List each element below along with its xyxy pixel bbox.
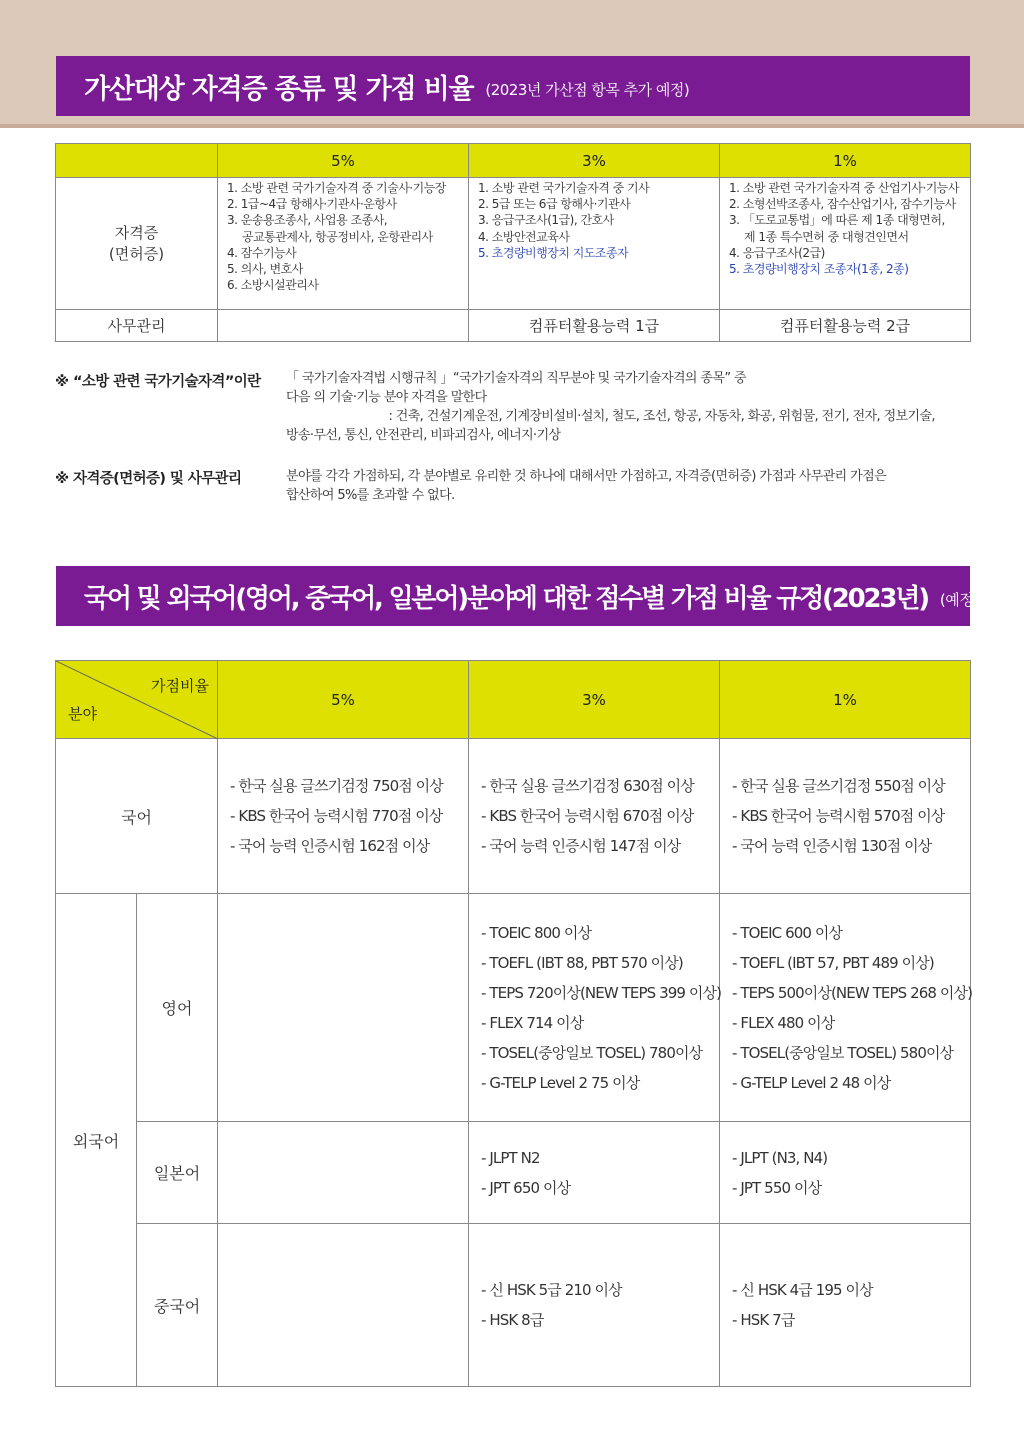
cert-row (56, 178, 971, 310)
section2-banner (56, 566, 979, 626)
header-5pct: 5% (218, 144, 469, 178)
list-item: 6. 소방시설관리사 (227, 278, 319, 293)
list-item: 1. 소방 관련 국가기술자격 중 기사 (478, 181, 650, 195)
english-1pct (720, 894, 971, 1122)
list-item: 5. 의사, 변호사 (227, 262, 303, 277)
cert-row-label (56, 178, 218, 310)
section2-subtitle: (예정) (939, 590, 979, 609)
japanese-1pct (720, 1122, 971, 1224)
korean-label: 국어 (56, 739, 218, 894)
list-item: - TOEIC 600 이상 (732, 923, 843, 942)
header-1pct: 1% (720, 661, 971, 739)
chinese-label: 중국어 (137, 1224, 218, 1387)
note1-line: : 건축, 건설기계운전, 기계장비설비·설치, 철도, 조선, 항공, 자동차, 화공, 위험물, 전기, 전자, 정보기술, (286, 409, 935, 424)
corner-top-label: 가점비율 (151, 677, 209, 695)
list-item: - JLPT N2 (481, 1148, 540, 1167)
office-row-label: 사무관리 (56, 310, 218, 342)
top-band-line (0, 124, 1024, 128)
list-item: 제 1종 특수면허 중 대형견인면서 (744, 229, 909, 244)
list-item: 4. 응급구조사(2급) (729, 245, 825, 260)
list-item: - 신 HSK 4급 195 이상 (732, 1281, 873, 1299)
note1-body (286, 369, 976, 445)
list-item: - TOSEL(중앙일보 TOSEL) 580이상 (732, 1043, 954, 1062)
language-bonus-table (55, 660, 971, 1387)
header-3pct: 3% (469, 661, 720, 739)
language-table-header (56, 661, 971, 739)
list-item: 3. 응급구조사(1급), 간호사 (478, 213, 614, 228)
list-item: - 국어 능력 인증시험 130점 이상 (732, 837, 932, 855)
office-3pct: 컴퓨터활용능력 1급 (469, 310, 720, 342)
list-item-highlight: 5. 초경량비행장치 조종자(1종, 2종) (729, 262, 909, 277)
section1-subtitle: (2023년 가산점 항목 추가 예정) (485, 80, 690, 99)
korean-1pct (720, 739, 971, 894)
cert-table-header (56, 144, 971, 178)
list-item: - FLEX 714 이상 (481, 1013, 584, 1032)
list-item: - HSK 7급 (732, 1311, 795, 1329)
list-item: 3. 운송용조종사, 사업용 조종사, (227, 213, 388, 228)
list-item: 2. 5급 또는 6급 항해사·기관사 (478, 197, 631, 212)
list-item: - 한국 실용 글쓰기검정 550점 이상 (732, 777, 945, 795)
diagonal-header-cell (56, 661, 218, 739)
chinese-1pct (720, 1224, 971, 1387)
header-3pct: 3% (469, 144, 720, 178)
cert-1pct-list (720, 178, 971, 310)
chinese-row (56, 1224, 971, 1387)
list-item: - JPT 550 이상 (732, 1178, 822, 1197)
note2-body (286, 467, 976, 505)
header-5pct: 5% (218, 661, 469, 739)
diagonal-line (56, 661, 218, 739)
list-item: 1. 소방 관련 국가기술자격 중 산업기사·기능사 (729, 181, 959, 195)
chinese-3pct (469, 1224, 720, 1387)
section1-title: 가산대상 자격증 종류 및 가점 비율 (84, 73, 474, 105)
office-1pct: 컴퓨터활용능력 2급 (720, 310, 971, 342)
list-item: - TOSEL(중앙일보 TOSEL) 780이상 (481, 1043, 703, 1062)
note2-label: ※ 자격증(면허증) 및 사무관리 (55, 471, 242, 487)
japanese-row (56, 1122, 971, 1224)
list-item: 4. 잠수기능사 (227, 245, 297, 260)
list-item: - TEPS 720이상(NEW TEPS 399 이상) (481, 983, 722, 1002)
korean-5pct (218, 739, 469, 894)
list-item: - 신 HSK 5급 210 이상 (481, 1281, 622, 1299)
list-item-highlight: 5. 초경량비행장치 지도조종자 (478, 245, 629, 260)
list-item: - TOEFL (IBT 88, PBT 570 이상) (481, 953, 683, 972)
list-item: - TOEIC 800 이상 (481, 923, 592, 942)
corner-bottom-label: 분야 (68, 705, 97, 723)
note2-line: 합산하여 5%를 초과할 수 없다. (286, 488, 455, 503)
list-item: - HSK 8급 (481, 1311, 544, 1329)
note1-line: 「 국가기술자격법 시행규칙 」“국가기술자격의 직무분야 및 국가기술자격의 종목” 중 (286, 371, 746, 386)
list-item: - KBS 한국어 능력시험 570점 이상 (732, 807, 945, 825)
list-item: 1. 소방 관련 국가기술자격 중 기술사·기능장 (227, 181, 446, 195)
foreign-label: 외국어 (56, 894, 137, 1387)
list-item: - 국어 능력 인증시험 162점 이상 (230, 837, 430, 855)
list-item: - JPT 650 이상 (481, 1178, 571, 1197)
cert-3pct-list (469, 178, 720, 310)
list-item: - KBS 한국어 능력시험 670점 이상 (481, 807, 694, 825)
japanese-3pct (469, 1122, 720, 1224)
cert-bonus-table (55, 143, 971, 342)
list-item: - KBS 한국어 능력시험 770점 이상 (230, 807, 443, 825)
list-item: - G-TELP Level 2 48 이상 (732, 1073, 891, 1092)
office-5pct (218, 310, 469, 342)
list-item: - 한국 실용 글쓰기검정 750점 이상 (230, 777, 443, 795)
list-item: - FLEX 480 이상 (732, 1013, 835, 1032)
list-item: - 한국 실용 글쓰기검정 630점 이상 (481, 777, 694, 795)
note1-line: 다음 의 기술·기능 분야 자격을 말한다 (286, 390, 487, 405)
list-item: 공교통관제사, 항공정비사, 운항관리사 (242, 229, 433, 244)
note1-line: 방송·무선, 통신, 안전관리, 비파괴검사, 에너지·기상 (286, 428, 561, 443)
office-row (56, 310, 971, 342)
cert-5pct-list (218, 178, 469, 310)
english-5pct (218, 894, 469, 1122)
list-item: - 국어 능력 인증시험 147점 이상 (481, 837, 681, 855)
list-item: - JLPT (N3, N4) (732, 1148, 828, 1167)
list-item: 4. 소방안전교육사 (478, 229, 570, 244)
section1-banner (56, 56, 970, 116)
list-item: 2. 소형선박조종사, 잠수산업기사, 잠수기능사 (729, 197, 956, 212)
english-3pct (469, 894, 720, 1122)
note2-line: 분야를 각각 가점하되, 각 분야별로 유리한 것 하나에 대해서만 가점하고, 자격증(면허증) 가점과 사무관리 가점은 (286, 469, 887, 484)
list-item: 3. 「도로교통법」에 따른 제 1종 대형면허, (729, 213, 945, 228)
cert-label-line1: 자격증 (114, 223, 159, 242)
korean-3pct (469, 739, 720, 894)
header-1pct: 1% (720, 144, 971, 178)
list-item: - TEPS 500이상(NEW TEPS 268 이상) (732, 983, 973, 1002)
cert-label-line2: (면허증) (108, 244, 165, 263)
japanese-label: 일본어 (137, 1122, 218, 1224)
list-item: - G-TELP Level 2 75 이상 (481, 1073, 640, 1092)
korean-row (56, 739, 971, 894)
section2-title: 국어 및 외국어(영어, 중국어, 일본어)분야에 대한 점수별 가점 비율 규정(2023년) (84, 583, 928, 614)
japanese-5pct (218, 1122, 469, 1224)
list-item: 2. 1급~4급 항해사·기관사·운항사 (227, 197, 397, 212)
note1-label: ※ “소방 관련 국가기술자격”이란 (55, 374, 261, 390)
chinese-5pct (218, 1224, 469, 1387)
english-row (56, 894, 971, 1122)
list-item: - TOEFL (IBT 57, PBT 489 이상) (732, 953, 934, 972)
english-label: 영어 (137, 894, 218, 1122)
header-empty-cell (56, 144, 218, 178)
